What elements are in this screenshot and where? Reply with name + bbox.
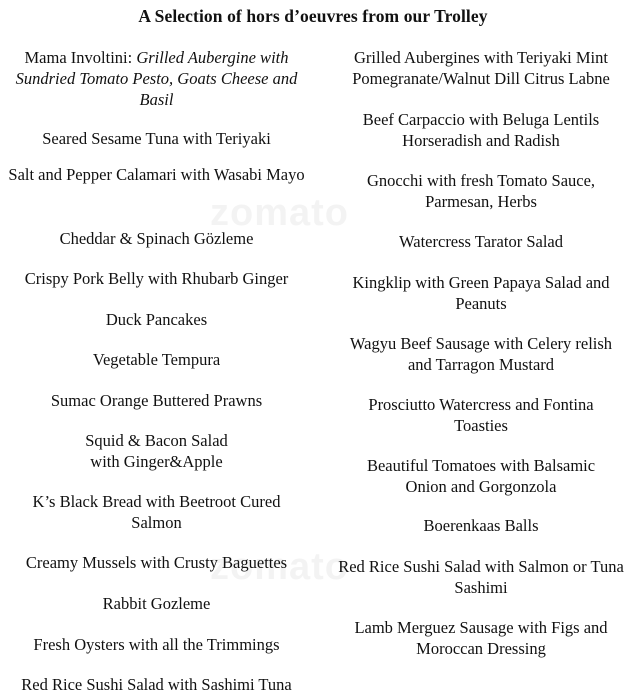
menu-item: Red Rice Sushi Salad with Sashimi Tuna xyxy=(21,675,292,694)
item-name: Mama Involtini: xyxy=(24,48,137,67)
menu-item: Prosciutto Watercress and Fontina Toasties xyxy=(368,395,594,435)
item-description: Grilled Aubergine with Sundried Tomato Pesto, Goats Cheese and Basil xyxy=(15,48,298,109)
menu-item: Squid & Bacon Salad with Ginger&Apple xyxy=(85,431,228,471)
menu-item: Vegetable Tempura xyxy=(92,350,221,369)
menu-item: Boerenkaas Balls xyxy=(423,516,539,535)
menu-item: Fresh Oysters with all the Trimmings xyxy=(33,635,280,654)
menu-item: K’s Black Bread with Beetroot Cured Salmon xyxy=(32,492,281,532)
menu-item: Watercress Tarator Salad xyxy=(399,232,563,251)
menu-item: Beautiful Tomatoes with Balsamic Onion and Gorgonzola xyxy=(366,456,596,496)
menu-item: Rabbit Gozleme xyxy=(102,594,211,613)
menu-item: Lamb Merguez Sausage with Figs and Moroccan Dressing xyxy=(354,618,608,658)
menu-item: Duck Pancakes xyxy=(105,310,208,329)
menu-item: Kingklip with Green Papaya Salad and Peanuts xyxy=(352,273,610,313)
menu-item: Seared Sesame Tuna with Teriyaki xyxy=(42,129,271,148)
menu-item: Beef Carpaccio with Beluga Lentils Horseradish and Radish xyxy=(362,110,600,150)
menu-item: Salt and Pepper Calamari with Wasabi Mayo xyxy=(8,165,305,184)
menu-title: A Selection of hors d’oeuvres from our Trolley xyxy=(138,6,488,26)
menu-item: Sumac Orange Buttered Prawns xyxy=(50,391,263,410)
menu-item: Grilled Aubergines with Teriyaki Mint Pomegranate/Walnut Dill Citrus Labne xyxy=(352,48,610,88)
menu-item: Red Rice Sushi Salad with Salmon or Tuna Sashimi xyxy=(338,557,624,597)
menu-item: Gnocchi with fresh Tomato Sauce, Parmesan, Herbs xyxy=(366,171,596,211)
menu-item: Cheddar & Spinach Gözleme xyxy=(59,229,254,248)
menu-item-mama-involtini xyxy=(0,47,313,110)
menu-item: Wagyu Beef Sausage with Celery relish and Tarragon Mustard xyxy=(349,334,613,374)
menu-item: Creamy Mussels with Crusty Baguettes xyxy=(25,553,288,572)
menu-item: Crispy Pork Belly with Rhubarb Ginger xyxy=(24,269,289,288)
